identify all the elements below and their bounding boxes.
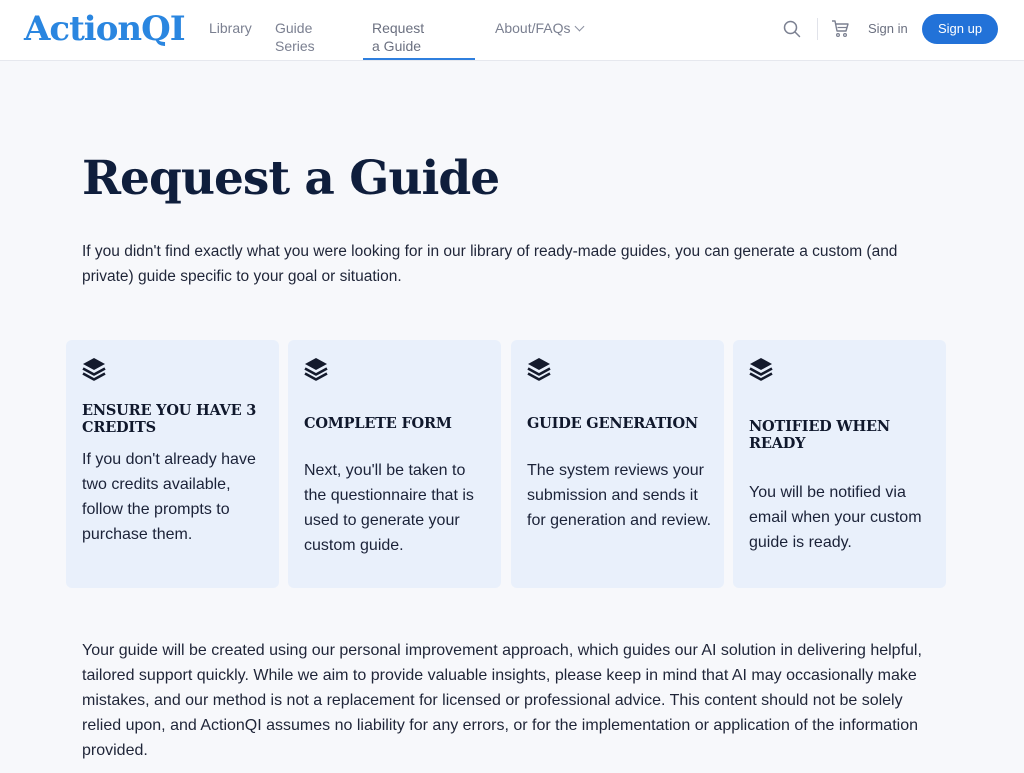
chevron-down-icon[interactable] — [575, 22, 585, 32]
step-title: ENSURE YOU HAVE 3 CREDITS — [82, 402, 257, 436]
step-text: Next, you'll be taken to the questionnaire that is used to generate your custom guide. — [304, 462, 474, 554]
layers-icon — [303, 356, 329, 382]
nav-item-request-a-guide[interactable]: Request a Guide — [372, 20, 425, 54]
layers-icon — [81, 356, 107, 382]
nav-item-about-faqs[interactable]: About/FAQs — [495, 20, 571, 36]
step-card-guide-generation — [511, 340, 724, 588]
step-text: If you don't already have two credits available, follow the prompts to purchase them. — [82, 451, 256, 543]
cart-icon[interactable] — [831, 19, 850, 38]
logo[interactable]: ActionQI — [24, 9, 185, 49]
header-divider — [817, 18, 818, 40]
ai-disclaimer: Your guide will be created using our personal improvement approach, which guides our AI solution in delivering helpful, tailored support quickly. While we aim to provide valuable insights, please keep in mind that AI may occasionally make mistakes, and our method is not a replacement for licensed or professional advice. This content should not be solely relied upon, and ActionQI assumes no liability for any errors, or for the implementation or application of the information provided. — [82, 642, 922, 759]
nav-item-library[interactable]: Library — [209, 20, 252, 36]
step-card-complete-form — [288, 340, 501, 588]
layers-icon — [526, 356, 552, 382]
step-card-credits — [66, 340, 279, 588]
active-nav-indicator — [363, 58, 475, 60]
step-title: COMPLETE FORM — [304, 415, 452, 432]
step-text: The system reviews your submission and sends it for generation and review. — [527, 462, 712, 529]
step-text: You will be notified via email when your custom guide is ready. — [749, 484, 922, 551]
layers-icon — [748, 356, 774, 382]
step-card-notified — [733, 340, 946, 588]
sign-in-link[interactable]: Sign in — [868, 21, 908, 36]
step-title: GUIDE GENERATION — [527, 415, 698, 432]
step-title: NOTIFIED WHEN READY — [749, 418, 890, 452]
sign-up-button[interactable]: Sign up — [922, 14, 998, 44]
search-icon[interactable] — [783, 20, 801, 38]
nav-item-guide-series[interactable]: Guide Series — [275, 20, 315, 54]
intro-text: If you didn't find exactly what you were looking for in our library of ready-made guides, you can generate a custom (and private) guide specific to your goal or situation. — [82, 243, 898, 285]
site-header — [0, 0, 1024, 61]
page-title: Request a Guide — [82, 151, 500, 206]
